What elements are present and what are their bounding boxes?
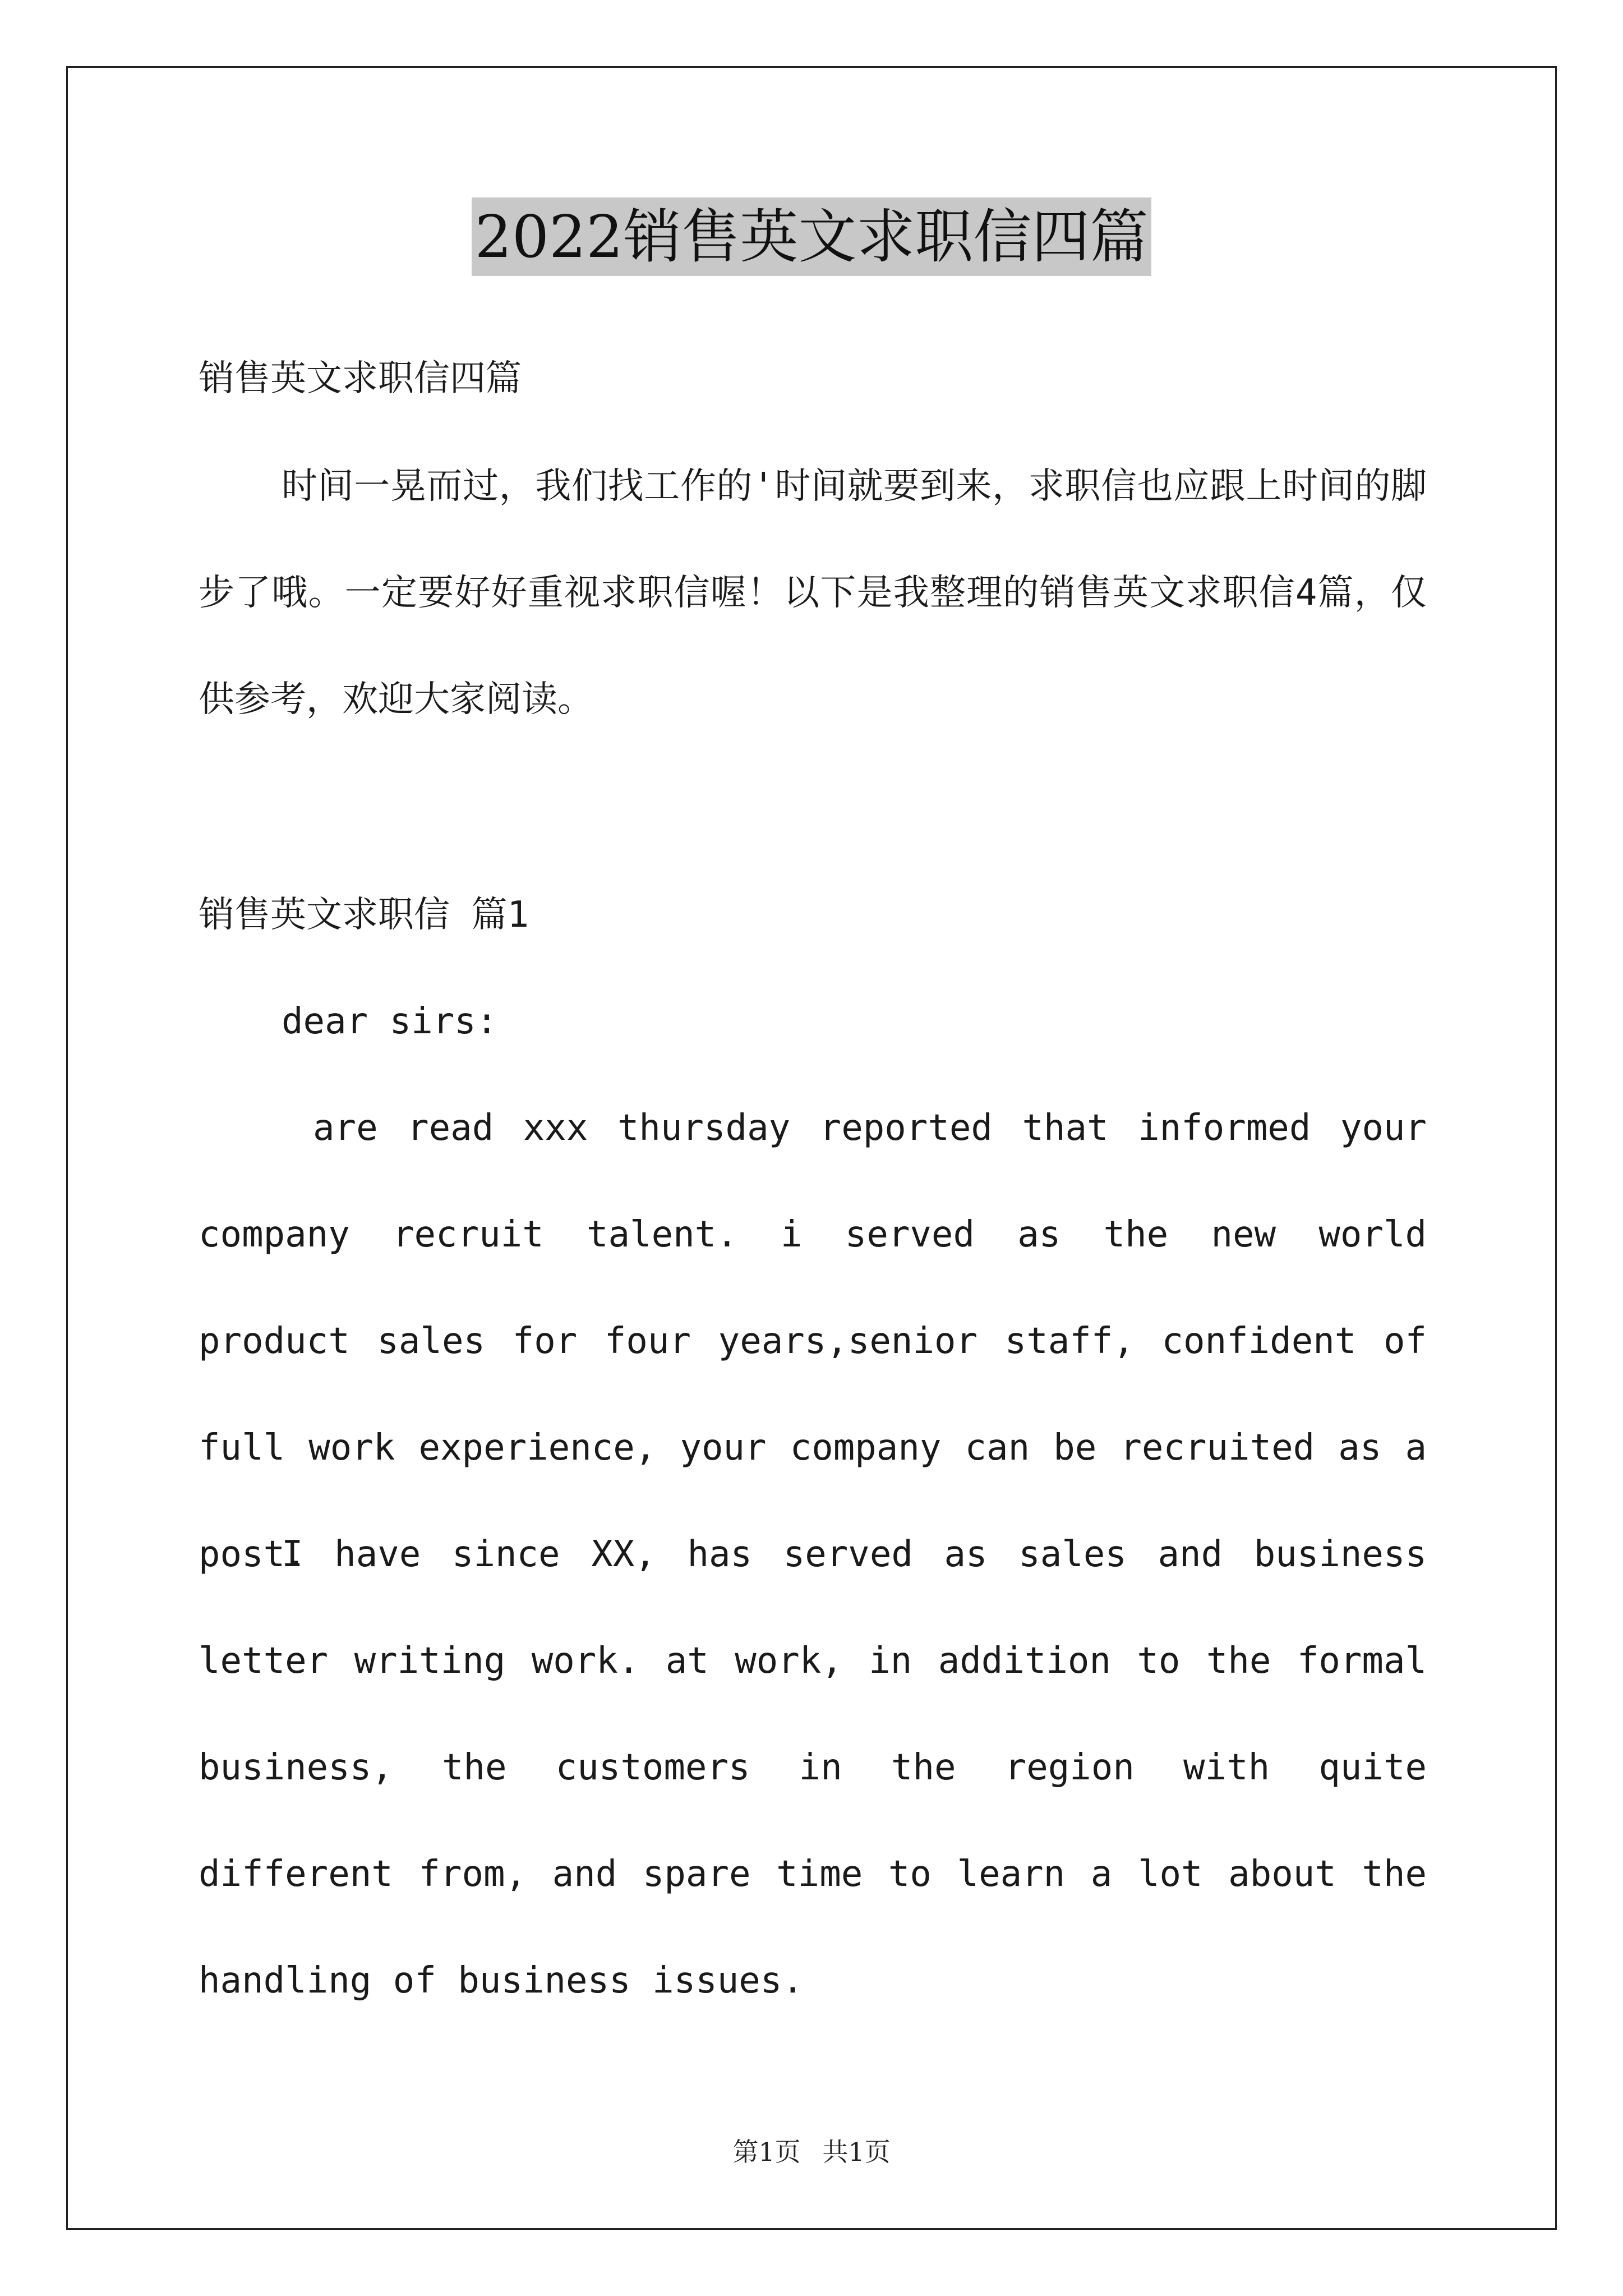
document-subtitle: 销售英文求职信四篇 (199, 358, 522, 399)
page-number-total: 共1页 (822, 2137, 891, 2167)
letter-paragraph-2: I have since XX, has served as sales and business letter writing work. at work, in addition to the formal business, the customers in the region with quite different from, and spare time to learn a lot about the handling of business issues. (199, 1534, 1427, 2001)
intro-paragraph: 时间一晃而过，我们找工作的'时间就要到来，求职信也应跟上时间的脚步了哦。一定要好好重视求职信喔！以下是我整理的销售英文求职信4篇，仅供参考，欢迎大家阅读。 (199, 466, 1427, 720)
title-container (0, 197, 1623, 276)
document-title: 2022销售英文求职信四篇 (472, 197, 1152, 276)
letter-salutation: dear sirs: (282, 1001, 498, 1042)
letter-paragraph-1: are read xxx thursday reported that informed your company recruit talent. i served as the new world product sales for four years,senior staff, confident of full work experience, your company can be recruited as a post. (199, 1107, 1427, 1575)
page-footer (0, 2132, 1623, 2169)
section-heading: 销售英文求职信 篇1 (199, 894, 529, 936)
page-number-current: 第1页 (732, 2137, 801, 2167)
